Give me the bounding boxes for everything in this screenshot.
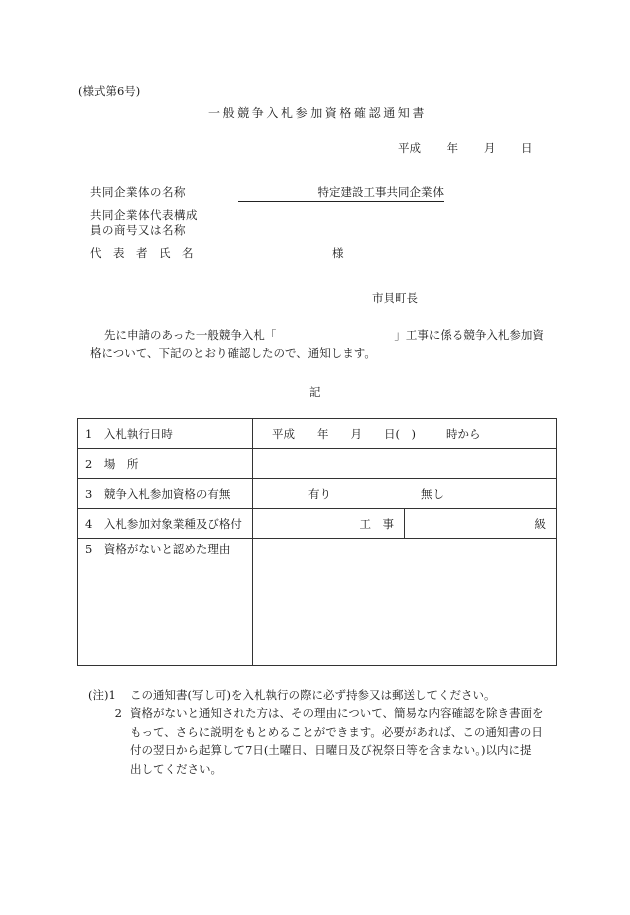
rep-member-label-line2: 員の商号又は名称	[90, 223, 186, 237]
body-line-1	[104, 327, 544, 343]
date-era: 平成	[398, 141, 421, 155]
document-title: 一般競争入札参加資格確認通知書	[208, 106, 428, 120]
rep-member-label-line1: 共同企業体代表構成	[90, 208, 198, 222]
table-row	[78, 509, 557, 539]
note-2	[88, 704, 544, 778]
date-day: 日	[520, 141, 533, 155]
row-label: 3 競争入札参加資格の有無	[78, 479, 253, 509]
note-1	[88, 686, 544, 704]
rep-name-label	[90, 245, 205, 261]
body-line-2: 格について、下記のとおり確認したので、通知します。	[90, 346, 376, 360]
note-line: 資格がないと通知された方は、その理由について、簡易な内容確認を除き書面を	[130, 706, 544, 721]
table-row	[78, 449, 557, 479]
rep-name-char: 者	[136, 246, 148, 260]
dt-year: 年	[317, 426, 329, 441]
table-row	[78, 539, 557, 666]
row-label: 4 入札参加対象業種及び格付	[78, 509, 253, 539]
rep-name-char: 代	[90, 246, 102, 260]
eligible-no: 無し	[421, 486, 444, 501]
eligible-yes: 有り	[308, 486, 331, 501]
work-type-cell: 工 事	[253, 509, 405, 539]
row-label: 5 資格がないと認めた理由	[78, 539, 253, 666]
body-suffix: 」工事に係る競争入札参加資	[394, 328, 544, 342]
row-label: 2 場 所	[78, 449, 253, 479]
note-line: もって、さらに説明をもとめることができます。必要があれば、この通知書の日	[130, 724, 543, 739]
note-text: この通知書(写し可)を入札執行の際に必ず持参又は郵送してください。	[130, 688, 496, 702]
body-prefix: 先に申請のあった一般競争入札「	[104, 328, 277, 342]
eligibility-cell	[253, 479, 557, 509]
rep-name-char: 名	[182, 246, 194, 260]
dt-era: 平成	[272, 426, 295, 441]
jv-name-label: 共同企業体の名称	[90, 185, 186, 199]
dt-from: 時から	[445, 426, 481, 441]
info-table	[77, 418, 557, 666]
note-line: 付の翌日から起算して7日(土曜日、日曜日及び祝祭日等を含まない。)以内に提	[130, 743, 532, 758]
reason-cell	[253, 539, 557, 666]
grade-cell: 級	[405, 509, 557, 539]
sender-mayor: 市貝町長	[372, 291, 418, 305]
date-line	[398, 140, 532, 156]
rep-name-char: 表	[113, 246, 125, 260]
notes-section	[88, 686, 544, 778]
rep-name-char: 氏	[159, 246, 171, 260]
note-number: 2	[114, 706, 122, 721]
honorific: 様	[332, 246, 344, 260]
note-prefix: (注)1	[88, 688, 116, 702]
table-row	[78, 479, 557, 509]
jv-name-value: 特定建設工事共同企業体	[238, 184, 444, 202]
table-row	[78, 419, 557, 449]
note-line: 出してください。	[130, 761, 222, 776]
dt-month: 月	[350, 426, 362, 441]
date-month: 月	[483, 141, 496, 155]
row-label: 1 入札執行日時	[78, 419, 253, 449]
place-cell	[253, 449, 557, 479]
form-number: (様式第6号)	[78, 84, 141, 98]
bid-datetime-cell	[253, 419, 557, 449]
dt-day: 日( )	[384, 426, 416, 441]
ki-heading: 記	[309, 385, 321, 399]
date-year: 年	[446, 141, 459, 155]
